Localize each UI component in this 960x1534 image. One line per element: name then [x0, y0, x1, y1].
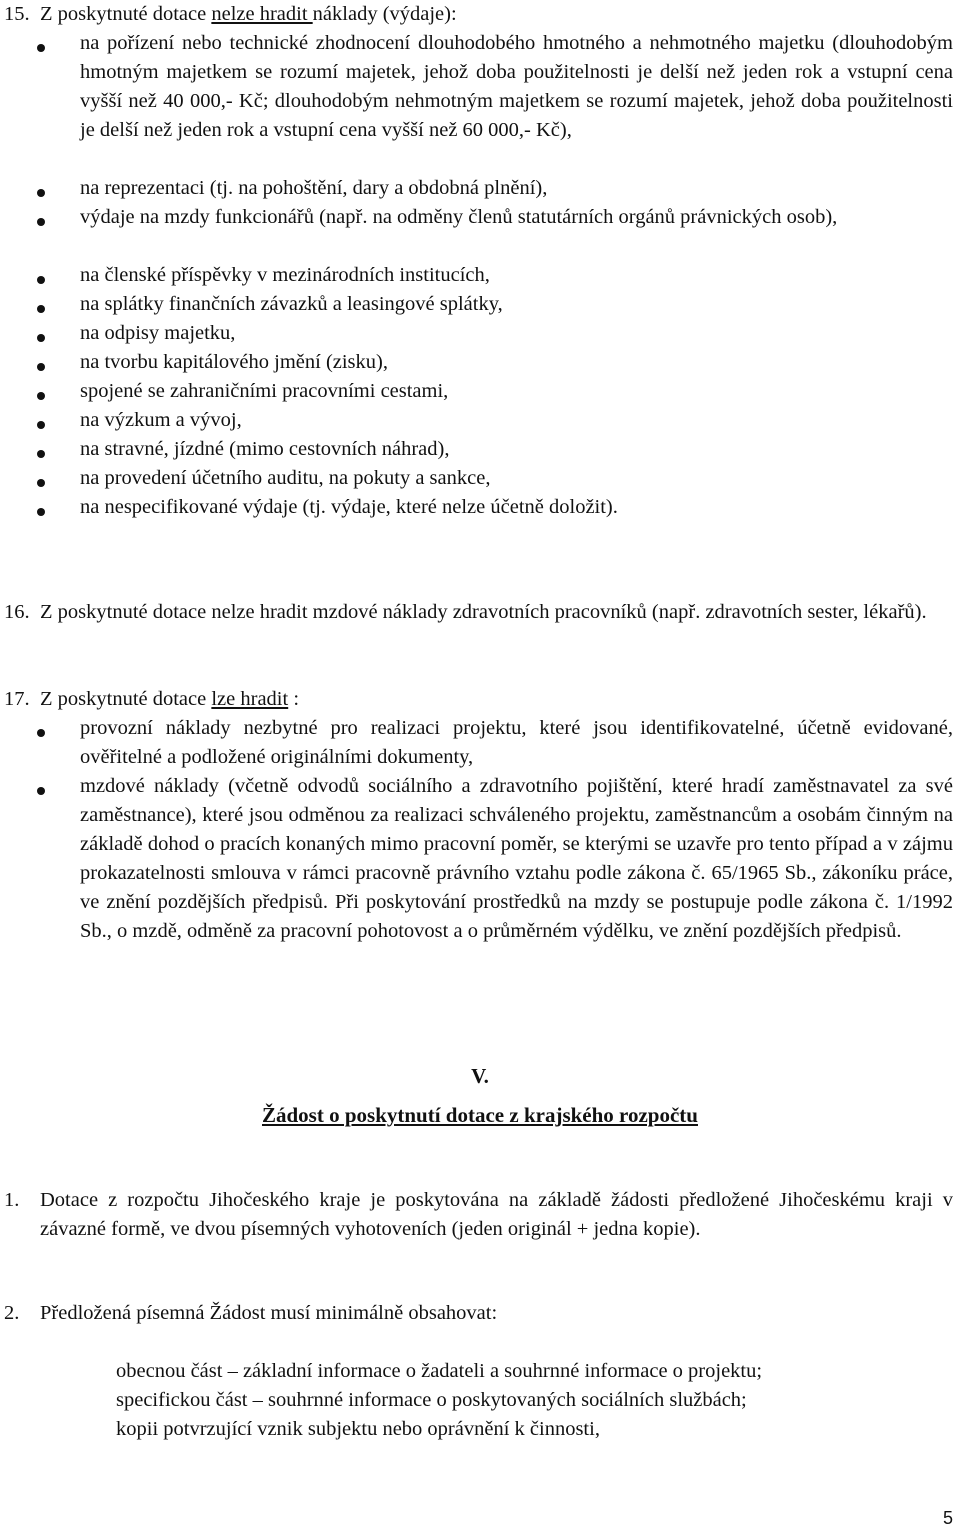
- section-17-heading: [0, 685, 960, 714]
- section-17-lead: Z poskytnuté dotace: [40, 688, 212, 710]
- chapter-roman-numeral: V.: [471, 1064, 489, 1088]
- s15-item-4: na členské příspěvky v mezinárodních institucích,: [80, 264, 490, 286]
- bullet-icon: [37, 276, 45, 284]
- section-16-text: Z poskytnuté dotace nelze hradit mzdové náklady zdravotních pracovníků (např. zdravotních sester, lékařů).: [40, 601, 927, 623]
- bullet-icon: [37, 508, 45, 516]
- bullet-icon: [37, 392, 45, 400]
- bullet-icon: [37, 421, 45, 429]
- section-15-heading: [0, 0, 960, 29]
- bullet-icon: [37, 479, 45, 487]
- s15-item-7: na tvorbu kapitálového jmění (zisku),: [80, 351, 388, 373]
- section-16: [0, 598, 960, 627]
- bullet-icon: [37, 305, 45, 313]
- bullet-icon: [37, 334, 45, 342]
- s15-item-9: na výzkum a vývoj,: [80, 409, 242, 431]
- s15-item-8: spojené se zahraničními pracovními cestami,: [80, 380, 449, 402]
- s15-item-11: na provedení účetního auditu, na pokuty a sankce,: [80, 467, 491, 489]
- s15-item-6: na odpisy majetku,: [80, 322, 236, 344]
- requirement-line-3: kopii potvrzující vznik subjektu nebo oprávnění k činnosti,: [116, 1418, 600, 1440]
- section-15-lead-underlined: nelze hradit: [211, 3, 313, 25]
- s15-item-2: na reprezentaci (tj. na pohoštění, dary a obdobná plnění),: [80, 177, 548, 199]
- bullet-icon: [37, 44, 45, 52]
- chapter-item-2-number: 2.: [4, 1302, 20, 1324]
- s17-item-2: mzdové náklady (včetně odvodů sociálního a zdravotního pojištění, které hradí zaměstnavatel za své zaměstnance), které jsou odměnou za realizaci schváleného projektu, zaměstnancům a osobám činným na základě dohod o pracích konaných mimo pracovní poměr, se kterými se uzavře pro tento případ a v zájmu prokazatelnosti smlouva v rámci pracovně právního vztahu podle zákona č. 65/1965 Sb., zákoníku práce, ve znění pozdějších předpisů. Při poskytování prostředků na mzdy se postupuje podle zákona č. 1/1992 Sb., o mzdě, odměně za pracovní pohotovost a o průměrném výdělku, ve znění pozdějších předpisů.: [80, 775, 953, 942]
- s15-item-1: na pořízení nebo technické zhodnocení dlouhodobého hmotného a nehmotného majetku (dlouhodobým hmotným majetkem se rozumí majetek, jehož doba použitelnosti je delší než jeden rok a vstupní cena vyšší než 40 000,- Kč; dlouhodobým nehmotným majetkem se rozumí majetek, jehož doba použitelnosti je delší než jeden rok a vstupní cena vyšší než 60 000,- Kč),: [80, 32, 953, 141]
- bullet-icon: [37, 363, 45, 371]
- s17-item-1: provozní náklady nezbytné pro realizaci projektu, které jsou identifikovatelné, účetně evidované, ověřitelné a podložené originálními dokumenty,: [80, 717, 953, 768]
- requirement-line-1: obecnou část – základní informace o žadateli a souhrnné informace o projektu;: [116, 1360, 763, 1382]
- chapter-item-1-number: 1.: [4, 1189, 20, 1211]
- bullet-icon: [37, 218, 45, 226]
- s15-item-3: výdaje na mzdy funkcionářů (např. na odměny členů statutárních orgánů právnických osob),: [80, 206, 838, 228]
- s15-item-10: na stravné, jízdné (mimo cestovních náhrad),: [80, 438, 450, 460]
- chapter-item-2: [0, 1299, 960, 1328]
- chapter-item-2-text: Předložená písemná Žádost musí minimálně obsahovat:: [40, 1302, 498, 1324]
- section-15-lead: Z poskytnuté dotace: [40, 3, 212, 25]
- section-17-number: 17.: [4, 688, 30, 710]
- s15-item-12: na nespecifikované výdaje (tj. výdaje, které nelze účetně doložit).: [80, 496, 618, 518]
- requirement-line-2: specifickou část – souhrnné informace o poskytovaných sociálních službách;: [116, 1389, 747, 1411]
- section-16-number: 16.: [4, 601, 30, 623]
- chapter-title: Žádost o poskytnutí dotace z krajského rozpočtu: [262, 1103, 698, 1127]
- page-number: 5: [942, 1508, 953, 1528]
- bullet-icon: [37, 450, 45, 458]
- section-15-lead-end: náklady (výdaje):: [312, 3, 457, 25]
- section-17-lead-underlined: lze hradit: [211, 688, 289, 710]
- s15-item-5: na splátky finančních závazků a leasingové splátky,: [80, 293, 503, 315]
- chapter-item-1-text: Dotace z rozpočtu Jihočeského kraje je poskytována na základě žádosti předložené Jihočeskému kraji v závazné formě, ve dvou písemných vyhotoveních (jeden originál + jedna kopie).: [40, 1189, 953, 1240]
- bullet-icon: [37, 787, 45, 795]
- section-15-number: 15.: [4, 3, 30, 25]
- bullet-icon: [37, 729, 45, 737]
- chapter-item-1: [0, 1186, 960, 1244]
- section-17-lead-end: :: [288, 688, 300, 710]
- bullet-icon: [37, 189, 45, 197]
